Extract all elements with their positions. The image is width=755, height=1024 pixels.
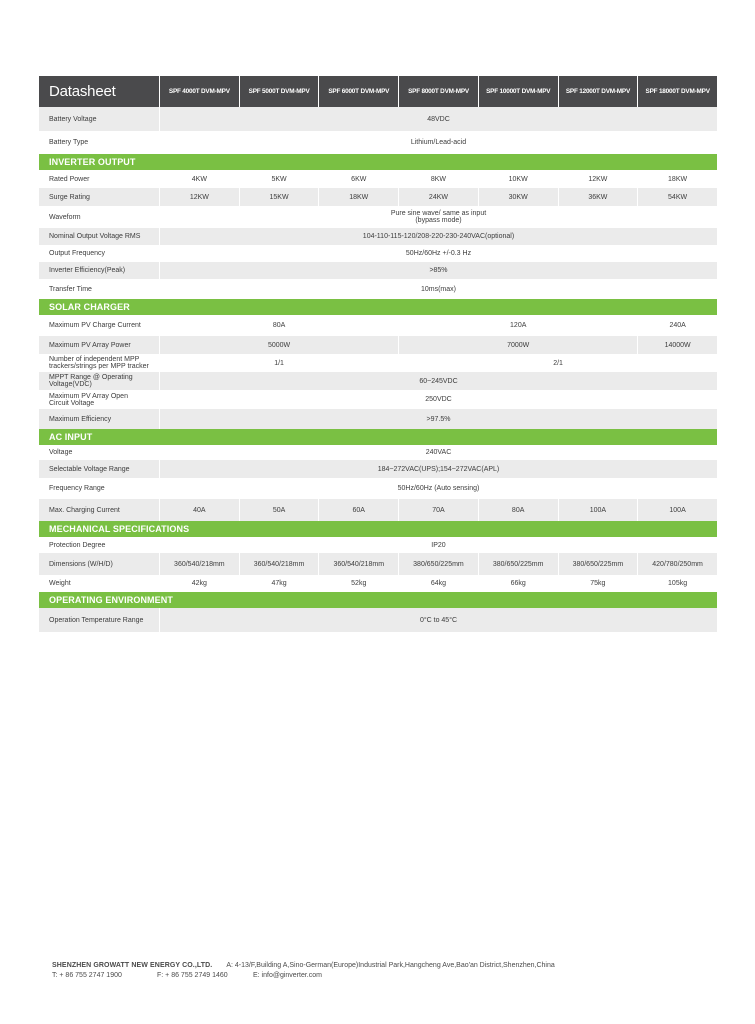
spec-label-line: MPPT Range @ Operating: [49, 374, 133, 381]
spec-label-line: Nominal Output Voltage RMS: [49, 233, 141, 240]
spec-value-text: 48VDC: [427, 115, 450, 123]
spec-row: [39, 390, 717, 409]
spec-value-text: >97.5%: [426, 415, 451, 423]
spec-value-text: IP20: [431, 541, 446, 549]
spec-value-text: 54KW: [668, 193, 688, 201]
spec-value-text: 0°C to 45°C: [419, 616, 458, 624]
spec-value: [159, 390, 717, 409]
spec-row: [39, 478, 717, 499]
spec-value-text: 10KW: [508, 175, 528, 183]
spec-label-line: Inverter Efficiency(Peak): [49, 267, 126, 274]
spec-value-text: 75kg: [590, 580, 606, 587]
spec-label: [39, 445, 159, 460]
spec-value-text: 50Hz/60Hz (Auto sensing): [397, 485, 480, 492]
spec-label-line: Battery Type: [49, 139, 89, 146]
section-header: MECHANICAL SPECIFICATIONS: [39, 521, 717, 537]
spec-value-text: 10ms(max): [420, 285, 456, 293]
spec-label-line: Maximum PV Charge Current: [49, 322, 141, 329]
model-header: SPF 12000T DVM-MPV: [558, 76, 638, 107]
spec-value: [398, 170, 478, 188]
spec-value: [637, 315, 717, 336]
spec-value-text: 40A: [193, 506, 206, 514]
spec-value: [637, 575, 717, 592]
spec-value-text: 380/650/225mm: [492, 560, 544, 568]
spec-label: [39, 499, 159, 521]
spec-label-line: Dimensions (W/H/D): [49, 560, 113, 568]
model-header: SPF 8000T DVM-MPV: [398, 76, 478, 107]
spec-value-text: 184~272VAC(UPS);154~272VAC(APL): [377, 465, 500, 473]
spec-value: [398, 354, 717, 372]
spec-value: [159, 315, 398, 336]
spec-value-text: 80A: [511, 506, 525, 514]
spec-value: [478, 188, 558, 206]
spec-value-text: 60~245VDC: [419, 377, 458, 385]
datasheet-title: Datasheet: [39, 76, 159, 107]
spec-value-text: 8KW: [430, 175, 447, 183]
spec-row: [39, 537, 717, 553]
spec-row: [39, 575, 717, 592]
spec-value-text: 50A: [272, 506, 286, 514]
spec-value-text: 360/540/218mm: [333, 560, 385, 568]
spec-row: [39, 372, 717, 390]
spec-label-line: Protection Degree: [49, 541, 106, 549]
spec-value: [159, 336, 398, 354]
spec-label-line: Maximum PV Array Open: [49, 392, 128, 400]
spec-value-text: 240VAC: [425, 449, 452, 456]
spec-value: [159, 228, 717, 245]
spec-value-text: 4KW: [191, 175, 207, 183]
spec-value-text: 18KW: [349, 193, 369, 201]
spec-label: [39, 336, 159, 354]
spec-value-text: 240A: [669, 322, 686, 329]
spec-value: [398, 553, 478, 575]
spec-label-line: Voltage: [49, 449, 73, 456]
spec-row: [39, 336, 717, 354]
spec-value-text: 1/1: [274, 359, 284, 367]
spec-label: [39, 608, 159, 632]
spec-row: [39, 107, 717, 131]
spec-value-text: 380/650/225mm: [572, 560, 624, 568]
spec-label: [39, 131, 159, 154]
spec-label: [39, 315, 159, 336]
spec-value-text: 66kg: [510, 580, 526, 587]
spec-value: [398, 575, 478, 592]
spec-value-text: 80A: [272, 322, 286, 329]
spec-value: [478, 575, 558, 592]
spec-value: [159, 478, 717, 499]
spec-value: [159, 206, 717, 228]
model-header: SPF 4000T DVM-MPV: [159, 76, 239, 107]
section-header: AC INPUT: [39, 429, 717, 445]
spec-label-line: trackers/strings per MPP tracker: [49, 363, 149, 370]
spec-value: [398, 336, 637, 354]
spec-label: [39, 262, 159, 279]
spec-value: [159, 245, 717, 262]
spec-value-text: 104-110-115-120/208-220-230-240VAC(optional): [362, 233, 515, 240]
spec-value-text: 36KW: [588, 193, 608, 201]
spec-label: [39, 460, 159, 478]
spec-value: [637, 336, 717, 354]
spec-value: [318, 575, 398, 592]
spec-label: [39, 409, 159, 429]
spec-value-text: 380/650/225mm: [413, 560, 464, 568]
phone-number: T: + 86 755 2747 1900: [52, 972, 122, 979]
spec-value-text: 12KW: [189, 193, 209, 201]
spec-row: [39, 460, 717, 478]
spec-label: [39, 553, 159, 575]
spec-value-line: (bypass mode): [415, 217, 462, 224]
spec-value-text: 2/1: [553, 359, 563, 367]
spec-value: [239, 553, 319, 575]
spec-value-text: 24KW: [428, 193, 448, 201]
spec-value: [159, 445, 717, 460]
spec-row: [39, 445, 717, 460]
spec-label-line: Voltage(VDC): [49, 381, 92, 388]
spec-value-text: 7000W: [507, 341, 530, 349]
spec-row: [39, 409, 717, 429]
email-address: E: info@ginverter.com: [253, 972, 322, 979]
section-header: OPERATING ENVIRONMENT: [39, 592, 717, 608]
spec-value: [558, 499, 638, 521]
section-header: SOLAR CHARGER: [39, 299, 717, 315]
spec-label-line: Max. Charging Current: [49, 506, 120, 514]
spec-value: [159, 460, 717, 478]
spec-row: [39, 245, 717, 262]
spec-row: [39, 315, 717, 336]
model-header: SPF 18000T DVM-MPV: [637, 76, 717, 107]
spec-label: [39, 575, 159, 592]
spec-label-line: Frequency Range: [49, 485, 105, 492]
footer: [52, 962, 555, 979]
spec-row: [39, 354, 717, 372]
spec-label-line: Maximum PV Array Power: [49, 341, 131, 349]
spec-value-text: 360/540/218mm: [174, 560, 225, 568]
spec-label-line: Selectable Voltage Range: [49, 465, 130, 473]
spec-row: [39, 188, 717, 206]
spec-value: [159, 131, 717, 154]
spec-label-line: Circuit Voltage: [49, 399, 95, 407]
spec-value: [159, 279, 717, 299]
spec-value: [159, 499, 239, 521]
company-name: SHENZHEN GROWATT NEW ENERGY CO.,LTD.: [52, 962, 213, 969]
spec-value-text: 100A: [589, 506, 607, 514]
spec-value-text: 360/540/218mm: [253, 560, 305, 568]
spec-value-text: 50Hz/60Hz +/-0.3 Hz: [405, 250, 472, 257]
spec-value-text: 120A: [510, 322, 527, 329]
spec-value: [558, 170, 638, 188]
fax-number: F: + 86 755 2749 1460: [157, 972, 228, 979]
spec-value: [398, 188, 478, 206]
spec-row: [39, 608, 717, 632]
spec-value-text: 18KW: [668, 175, 688, 183]
spec-row: [39, 262, 717, 279]
spec-value: [159, 575, 239, 592]
spec-value-text: 105kg: [668, 580, 688, 587]
spec-row: [39, 279, 717, 299]
spec-label: [39, 390, 159, 409]
spec-value-line: Pure sine wave/ same as input: [390, 210, 487, 217]
datasheet-table: [39, 76, 717, 632]
spec-value: [159, 170, 239, 188]
spec-value: [478, 499, 558, 521]
spec-value-text: 47kg: [271, 580, 287, 587]
spec-value-text: 70A: [432, 506, 445, 514]
spec-value: [478, 170, 558, 188]
section-header: INVERTER OUTPUT: [39, 154, 717, 170]
spec-label-line: Battery Voltage: [49, 115, 97, 123]
spec-value: [558, 553, 638, 575]
spec-value-text: 64kg: [430, 580, 447, 587]
spec-value: [318, 553, 398, 575]
spec-label: [39, 188, 159, 206]
spec-row: [39, 131, 717, 154]
spec-value: [637, 170, 717, 188]
spec-value: [637, 553, 717, 575]
table-header: [39, 76, 717, 107]
spec-value: [637, 499, 717, 521]
spec-label: [39, 279, 159, 299]
spec-value-text: 60A: [352, 506, 365, 514]
spec-label-line: Rated Power: [49, 175, 90, 183]
table-body: [39, 107, 717, 632]
spec-row: [39, 553, 717, 575]
spec-label: [39, 537, 159, 553]
spec-value-text: 52kg: [351, 580, 367, 587]
spec-value: [558, 188, 638, 206]
spec-row: [39, 499, 717, 521]
spec-value-text: 5KW: [271, 175, 287, 183]
spec-value-text: 6KW: [351, 175, 367, 183]
spec-value-text: 15KW: [269, 193, 289, 201]
spec-label-line: Weight: [49, 580, 71, 587]
spec-label-line: Surge Rating: [49, 193, 90, 201]
spec-value: [239, 170, 319, 188]
spec-row: [39, 206, 717, 228]
spec-label: [39, 107, 159, 131]
spec-value-text: 30KW: [508, 193, 528, 201]
spec-value-text: 100A: [669, 506, 686, 514]
spec-value-text: Lithium/Lead-acid: [410, 139, 467, 146]
spec-label: [39, 206, 159, 228]
spec-value: [478, 553, 558, 575]
spec-value-text: 5000W: [267, 341, 291, 349]
spec-row: [39, 228, 717, 245]
model-header: SPF 5000T DVM-MPV: [239, 76, 319, 107]
spec-value: [239, 499, 319, 521]
spec-value: [159, 608, 717, 632]
spec-value-text: 42kg: [191, 580, 207, 587]
spec-label: [39, 478, 159, 499]
spec-label: [39, 372, 159, 390]
model-header: SPF 6000T DVM-MPV: [318, 76, 398, 107]
spec-value: [239, 575, 319, 592]
spec-label: [39, 170, 159, 188]
spec-value: [398, 315, 637, 336]
spec-value: [239, 188, 319, 206]
spec-value-text: 12KW: [588, 175, 608, 183]
spec-value: [159, 354, 398, 372]
spec-value: [398, 499, 478, 521]
spec-label-line: Maximum Efficiency: [49, 415, 112, 423]
spec-label: [39, 354, 159, 372]
spec-value: [318, 170, 398, 188]
spec-value: [318, 499, 398, 521]
spec-label-line: Operation Temperature Range: [49, 616, 144, 624]
spec-label-line: Waveform: [49, 213, 81, 221]
model-header: SPF 10000T DVM-MPV: [478, 76, 558, 107]
spec-value: [637, 188, 717, 206]
spec-label-line: Transfer Time: [49, 285, 92, 293]
spec-value: [159, 553, 239, 575]
spec-label-line: Number of independent MPP: [49, 356, 140, 363]
spec-label: [39, 228, 159, 245]
spec-value: [558, 575, 638, 592]
spec-value: [159, 409, 717, 429]
spec-value-text: 14000W: [664, 341, 691, 349]
spec-label: [39, 245, 159, 262]
spec-value: [159, 372, 717, 390]
spec-row: [39, 170, 717, 188]
spec-value: [159, 188, 239, 206]
spec-label-line: Output Frequency: [49, 250, 106, 257]
spec-value: [159, 107, 717, 131]
spec-value-text: 420/780/250mm: [652, 560, 703, 568]
company-address: A: 4-13/F,Building A,Sino-German(Europe)Industrial Park,Hangcheng Ave,Bao'an District,Shenzhen,China: [226, 962, 555, 969]
spec-value: [159, 262, 717, 279]
spec-value-text: >85%: [429, 267, 448, 274]
spec-value-text: 250VDC: [425, 396, 452, 403]
spec-value: [318, 188, 398, 206]
spec-value: [159, 537, 717, 553]
